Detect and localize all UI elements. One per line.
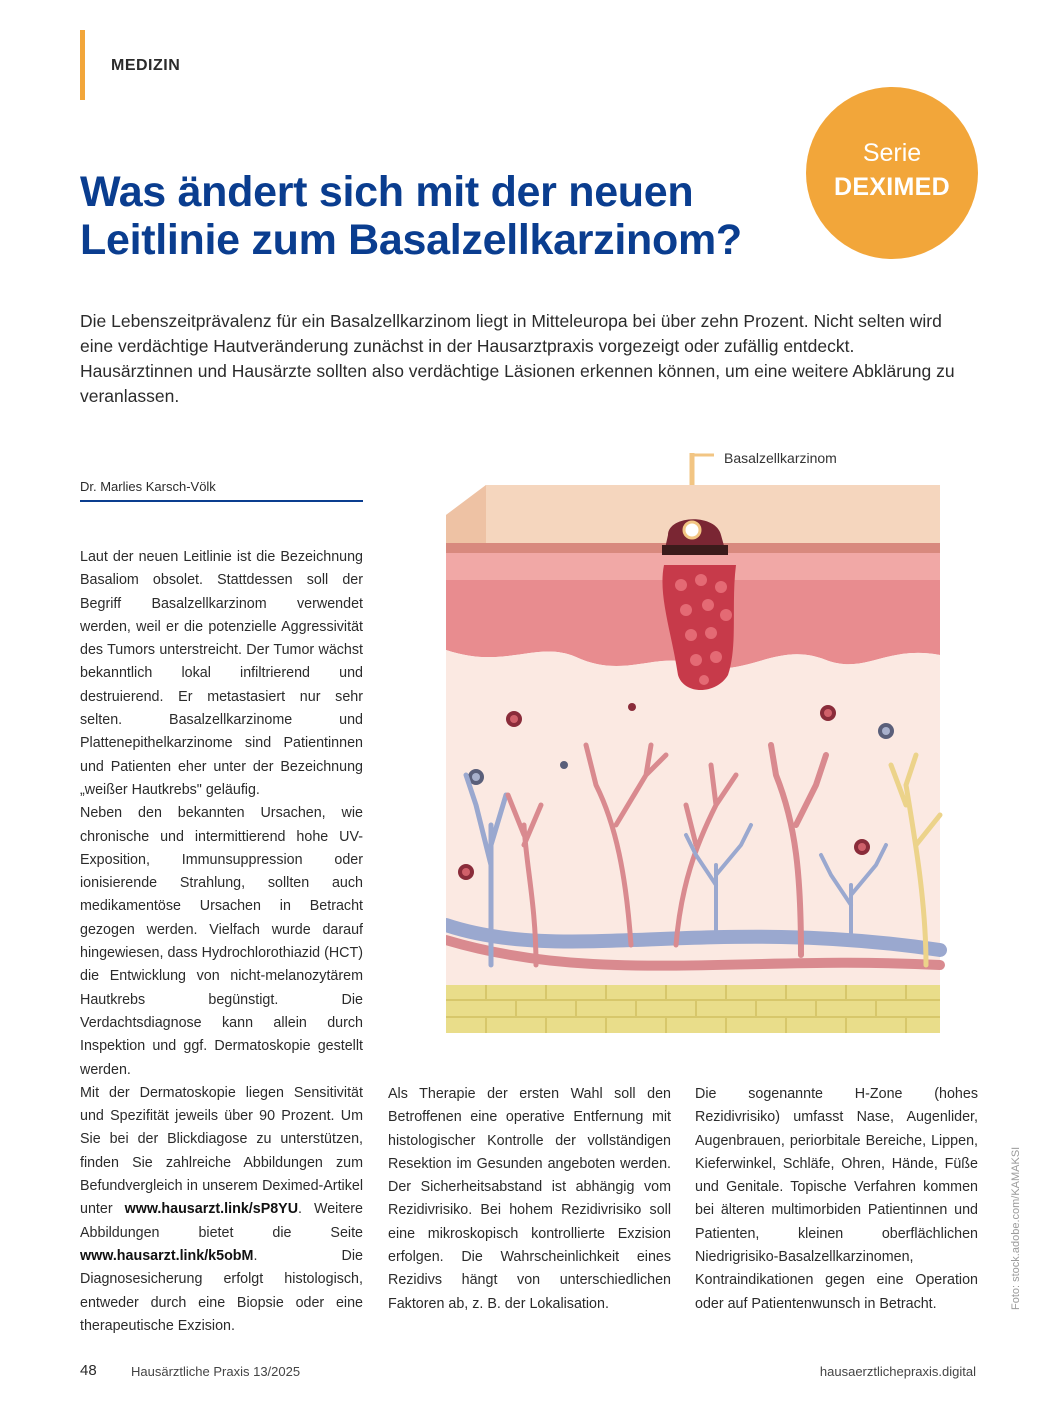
publication-name: Hausärztliche Praxis 13/2025 <box>131 1364 301 1379</box>
paragraph-3 <box>80 1082 363 1338</box>
series-badge-line1: Serie <box>862 139 922 167</box>
publication-url[interactable]: hausaerztlichepraxis.digital <box>819 1364 976 1379</box>
article-lead: Die Lebenszeitprävalenz für ein Basalzellkarzinom liegt in Mitteleuropa bei über zehn Prozent. Nicht selten wird eine verdächtige Hautveränderung zunächst in der Hausarztpraxis vorgezeigt oder zufällig entdeckt. Hausärztinnen und Hausärzte sollten also verdächtige Läsionen erkennen können, um eine weitere Abklärung zu veranlassen. <box>80 311 955 406</box>
author-name: Dr. Marlies Karsch-Völk <box>80 479 216 494</box>
section-accent-bar <box>80 30 85 100</box>
paragraph-3-c: . Die Diagnosesicherung erfolgt histologisch, entweder durch eine Biopsie oder eine therapeutische Exzision. <box>80 1247 363 1334</box>
paragraph-therapy: Als Therapie der ersten Wahl soll den Betroffenen eine operative Entfernung mit histologischer Kontrolle der vollständigen Resektion im Gesunden angeboten werden. Der Sicherheitsabstand ist abhängig vom Rezidivrisiko. Bei hohem Rezidivrisiko soll eine mikroskopisch kontrollierte Exzision erfolgen. Die Wahrscheinlichkeit eines Rezidivs hängt von unterschiedlichen Faktoren ab, z. B. der Lokalisation. <box>388 1086 671 1312</box>
photo-credit: Foto: stock.adobe.com/KAMAKSI <box>1010 1146 1022 1310</box>
series-badge-line2: DEXIMED <box>833 173 950 201</box>
paragraph-3-b: . Weitere Abbildungen bietet die Seite <box>80 1201 363 1241</box>
paragraph-2: Neben den bekannten Ursachen, wie chronische und intermittierend hohe UV-Exposition, Immunsuppression oder ionisierende Strahlung, sollten auch medikamentöse Ursachen in Betracht gezogen werden. Vielfach wurde darauf hingewiesen, dass Hydrochlorothiazid (HCT) die Entwicklung von nicht-melanozytärem Hautkrebs begünstigt. Die Verdachtsdiagnose kann allein durch Inspektion und ggf. Dermatoskopie gestellt werden. <box>80 805 363 1078</box>
article-title: Was ändert sich mit der neuen Leitlinie zum Basalzellkarzinom? <box>80 168 742 264</box>
subcutaneous-fat <box>446 985 940 1033</box>
body-column-2 <box>388 1083 671 1316</box>
paragraph-3-a: Mit der Dermatoskopie liegen Sensitivität und Spezifität jeweils über 90 Prozent. Um Sie bei der Blickdiagose zu unterstützen, finden Sie zahlreiche Abbildungen zum Befundvergleich in unserem Deximed-Artikel unter <box>80 1084 363 1218</box>
figure-label: Basalzellkarzinom <box>724 450 837 466</box>
skin-illustration <box>446 445 948 1035</box>
body-column-3 <box>695 1083 978 1316</box>
page-number: 48 <box>80 1362 97 1379</box>
paragraph-1: Laut der neuen Leitlinie ist die Bezeichnung Basaliom obsolet. Stattdessen soll der Begriff Basalzellkarzinom verwendet werden, weil er die potenzielle Aggressivität des Tumors unterstreicht. Der Tumor wächst bekanntlich lokal infiltrierend und destruierend. Er metastasiert nur sehr selten. Basalzellkarzinome und Plattenepithelkarzinome sind Patientinnen und Patienten eher unter der Bezeichnung „weißer Hautkrebs" geläufig. <box>80 549 363 798</box>
link-k5obm[interactable]: www.hausarzt.link/k5obM <box>80 1247 254 1264</box>
body-column-1 <box>80 546 363 1338</box>
author-divider <box>80 500 363 502</box>
link-sp8yu[interactable]: www.hausarzt.link/sP8YU <box>124 1201 299 1218</box>
section-label: MEDIZIN <box>111 57 181 74</box>
paragraph-h-zone: Die sogenannte H-Zone (hohes Rezidivrisiko) umfasst Nase, Augenlider, Augenbrauen, periorbitale Bereiche, Lippen, Kieferwinkel, Schläfe, Ohren, Hände, Füße und Genitale. Topische Verfahren kommen bei älteren multimorbiden Patientinnen und Patienten, kleinen oberflächlichen Niedrigrisiko-Basalzellkarzinomen, Kontraindikationen gegen eine Operation oder auf Patientenwunsch in Betracht. <box>695 1086 978 1312</box>
